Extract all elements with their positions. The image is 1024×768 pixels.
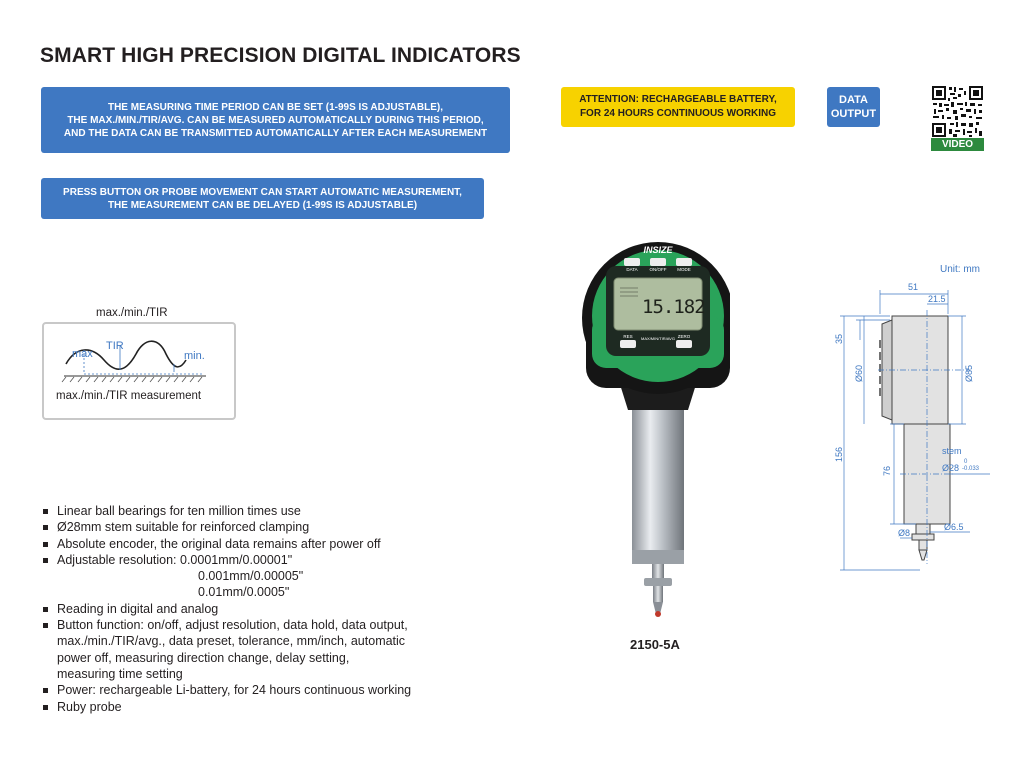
feature-text: Linear ball bearings for ten million times use <box>57 504 301 518</box>
feature-continuation: 0.01mm/0.0005" <box>198 585 290 600</box>
feature-item <box>40 552 411 568</box>
feature-item <box>40 617 411 633</box>
dim-width-total: 51 <box>908 282 919 292</box>
mmi-heading: max./min./TIR <box>96 307 168 319</box>
bullet-icon <box>43 607 48 612</box>
feature-item <box>40 503 411 519</box>
feature-text: Button function: on/off, adjust resolution, data hold, data output, <box>57 618 408 633</box>
dim-stem-tol-lower: -0.033 <box>962 466 980 472</box>
tir-label: TIR <box>106 340 124 352</box>
dim-height-total: 156 <box>834 446 844 462</box>
bullet-icon <box>43 525 48 530</box>
feature-text: Power: rechargeable Li-battery, for 24 hours continuous working <box>57 683 412 698</box>
bullet-icon <box>43 558 48 563</box>
button-label: ON/OFF <box>649 267 667 272</box>
page-title: SMART HIGH PRECISION DIGITAL INDICATORS <box>40 44 521 67</box>
attention-battery-box <box>561 87 795 127</box>
unit-label: Unit: mm <box>940 264 980 275</box>
max-label: max <box>72 348 93 360</box>
bullet-icon <box>43 542 48 547</box>
auto-start-info-box <box>41 178 484 219</box>
button-label: DATA <box>626 267 638 272</box>
brand-logo: INSIZE <box>643 245 673 255</box>
feature-text: Adjustable resolution: 0.0001mm/0.00001" <box>57 552 293 567</box>
bullet-icon <box>43 705 48 710</box>
button-label: MODE <box>677 267 691 272</box>
dim-stem-diam: Ø28 <box>942 463 960 473</box>
dim-stem-length: 76 <box>882 465 892 476</box>
info-line: THE MEASURING TIME PERIOD CAN BE SET (1-99S IS ADJUSTABLE), <box>107 101 444 113</box>
video-qr-code[interactable] <box>931 85 984 151</box>
feature-text: Reading in digital and analog <box>57 601 219 616</box>
technical-drawing <box>820 280 1010 580</box>
dim-diam-8: Ø8 <box>898 528 911 538</box>
attention-line: ATTENTION: RECHARGEABLE BATTERY, <box>579 94 777 105</box>
dim-diam-6-5: Ø6.5 <box>944 522 964 532</box>
feature-continuation: max./min./TIR/avg., data preset, tolerance, mm/inch, automatic <box>57 634 406 649</box>
info-line: THE MAX./MIN./TIR/AVG. CAN BE MEASURED AUTOMATICALLY DURING THIS PERIOD, <box>67 114 484 126</box>
feature-item <box>40 699 411 715</box>
badge-line: OUTPUT <box>830 108 877 120</box>
info-line: PRESS BUTTON OR PROBE MOVEMENT CAN START AUTOMATIC MEASUREMENT, <box>63 186 462 198</box>
dim-diam-60: Ø60 <box>854 364 864 382</box>
dim-stem-tol-upper: 0 <box>964 459 968 465</box>
dim-height-head: 35 <box>834 333 844 344</box>
button-label: RES <box>623 334 633 339</box>
bullet-icon <box>43 509 48 514</box>
lcd-reading: 15.182 <box>642 296 705 318</box>
data-output-badge <box>827 87 880 127</box>
feature-item <box>40 601 411 617</box>
feature-text: Ruby probe <box>57 699 122 714</box>
feature-continuation: power off, measuring direction change, delay setting, <box>57 650 350 665</box>
feature-continuation: 0.001mm/0.00005" <box>198 569 304 584</box>
feature-item <box>40 682 411 698</box>
stem-label: stem <box>942 446 962 456</box>
feature-item <box>40 519 411 535</box>
min-label: min. <box>184 350 205 362</box>
measuring-time-info-box <box>41 87 510 153</box>
video-label: VIDEO <box>941 139 974 150</box>
feature-list <box>40 503 411 715</box>
dim-diam-85: Ø85 <box>964 364 974 382</box>
feature-text: Absolute encoder, the original data remains after power off <box>57 536 381 551</box>
dim-width-back: 21.5 <box>928 294 946 304</box>
feature-text: Ø28mm stem suitable for reinforced clamping <box>57 520 310 535</box>
badge-line: DATA <box>839 94 868 106</box>
feature-continuation: measuring time setting <box>57 666 183 681</box>
bullet-icon <box>43 623 48 628</box>
button-label: ZERO <box>677 334 691 339</box>
info-line: AND THE DATA CAN BE TRANSMITTED AUTOMATICALLY AFTER EACH MEASUREMENT <box>63 127 488 139</box>
attention-line: FOR 24 HOURS CONTINUOUS WORKING <box>579 108 777 119</box>
info-line: THE MEASUREMENT CAN BE DELAYED (1-99S IS ADJUSTABLE) <box>107 199 418 211</box>
digital-indicator-graphic <box>580 228 730 620</box>
feature-item <box>40 536 411 552</box>
mmi-diagram-box <box>42 322 236 420</box>
button-label: MAX/MIN/TIR/AVG <box>641 336 675 341</box>
product-image <box>580 228 730 620</box>
bullet-icon <box>43 688 48 693</box>
model-number: 2150-5A <box>630 637 680 652</box>
dimension-drawing-graphic <box>820 280 1010 580</box>
mmi-caption: max./min./TIR measurement <box>56 390 202 402</box>
